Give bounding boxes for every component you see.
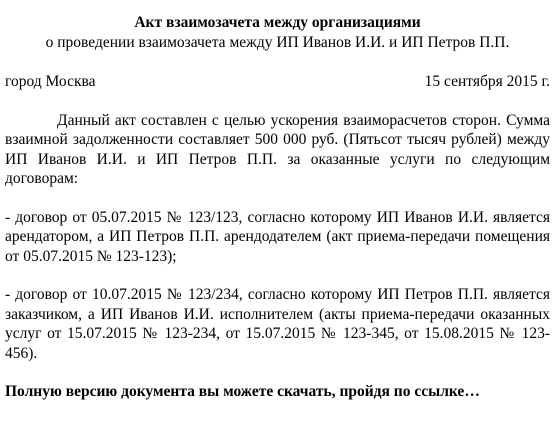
document-title: Акт взаимозачета между организациями bbox=[134, 14, 421, 31]
document-subtitle: о проведении взаимозачета между ИП Иванов И.И. и ИП Петров П.П. bbox=[45, 33, 510, 51]
contract-item-2: - договор от 10.07.2015 № 123/234, согласно которому ИП Петров П.П. является заказчиком, а ИП Иванов И.И. исполнителем (акты приема-передачи оказанных услуг от 15.07.2015 № 123-234, от 15.07.2015 № 123-345, от 15.08.2015 № 123-456). bbox=[5, 286, 550, 362]
city: город Москва bbox=[5, 73, 96, 90]
intro-paragraph: Данный акт составлен с целью ускорения взаиморасчетов сторон. Сумма взаимной задолженности составляет 500 000 руб. (Пятьсот тысяч рублей) между ИП Иванов И.И. и ИП Петров П.П. за оказанные услуги по следующим договорам: bbox=[5, 111, 550, 187]
document-page bbox=[0, 13, 555, 439]
contract-item-1: - договор от 05.07.2015 № 123/123, согласно которому ИП Иванов И.И. является арендатором, а ИП Петров П.П. арендодателем (акт приема-передачи помещения от 05.07.2015 № 123-123); bbox=[5, 208, 550, 265]
document-date: 15 сентября 2015 г. bbox=[424, 73, 550, 90]
place-date-row bbox=[5, 72, 550, 92]
download-link-text[interactable]: Полную версию документа вы можете скачать, пройдя по ссылке… bbox=[5, 383, 480, 400]
